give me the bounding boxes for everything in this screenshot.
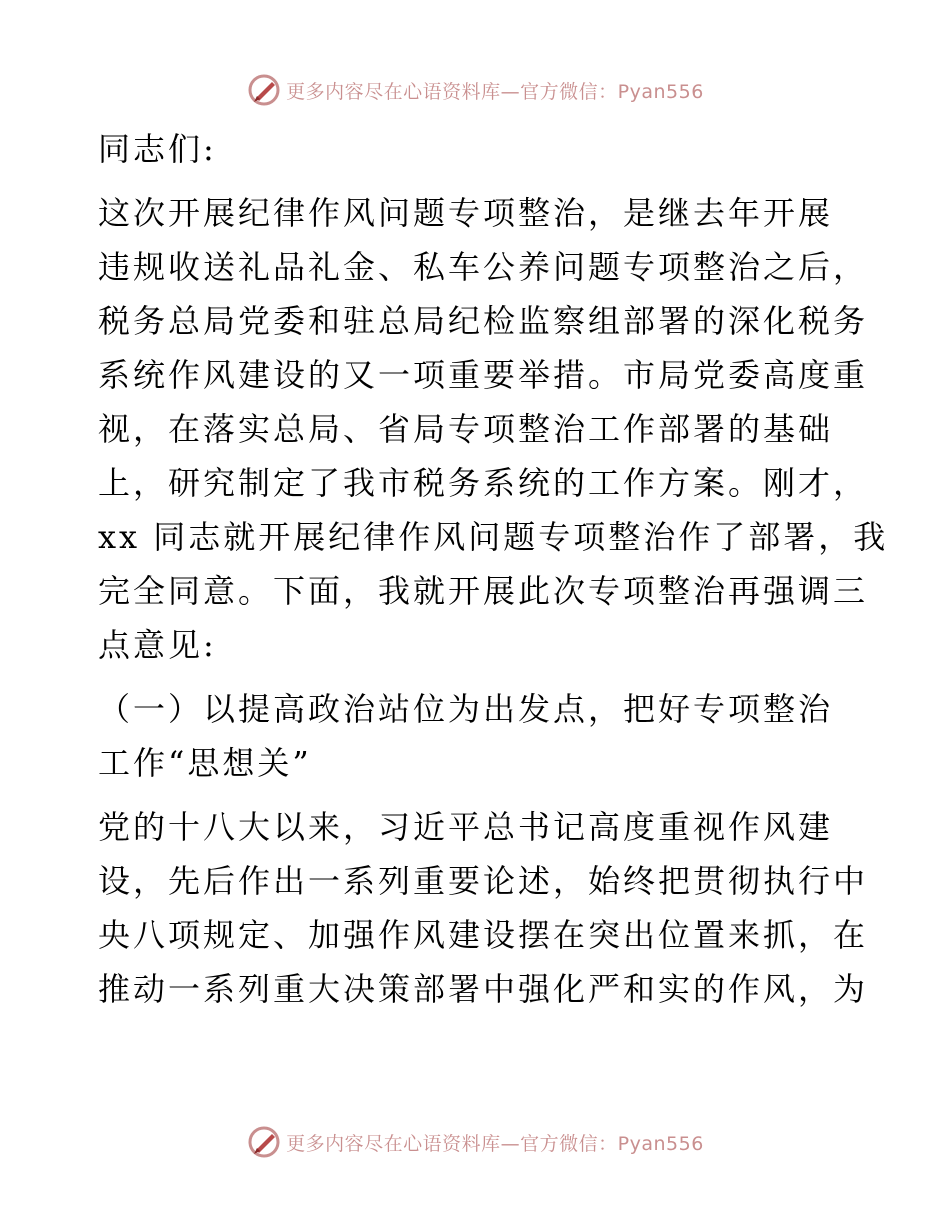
text-line: 系统作风建设的又一项重要举措。市局党委高度重 [98, 356, 869, 394]
section-heading-1 [98, 682, 858, 790]
heading-line: 工作“思想关” [98, 744, 312, 782]
text-line: 央八项规定、加强作风建设摆在突出位置来抓，在 [98, 916, 869, 954]
text-line: 点意见: [98, 626, 217, 664]
quill-pen-logo-icon [246, 72, 282, 108]
body-paragraph-1 [98, 800, 869, 1016]
watermark-text: 更多内容尽在心语资料库—官方微信：Pyan556 [286, 80, 704, 103]
salutation [98, 122, 858, 176]
intro-paragraph [98, 186, 889, 672]
text-line: 设，先后作出一系列重要论述，始终把贯彻执行中 [98, 862, 869, 900]
text-line: 党的十八大以来，习近平总书记高度重视作风建 [98, 808, 834, 846]
text-line: 同志们: [98, 130, 217, 168]
quill-pen-logo-icon [246, 1124, 282, 1160]
text-line: 完全同意。下面，我就开展此次专项整治再强调三 [98, 572, 869, 610]
text-line: 税务总局党委和驻总局纪检监察组部署的深化税务 [98, 302, 869, 340]
watermark-footer [0, 1122, 950, 1162]
document-body [98, 122, 889, 1016]
text-line: xx 同志就开展纪律作风问题专项整治作了部署，我 [98, 518, 889, 556]
text-line: 这次开展纪律作风问题专项整治，是继去年开展 [98, 194, 834, 232]
text-line: 推动一系列重大决策部署中强化严和实的作风，为 [98, 970, 869, 1008]
heading-line: （一）以提高政治站位为出发点，把好专项整治 [98, 690, 834, 728]
text-line: 上，研究制定了我市税务系统的工作方案。刚才， [98, 464, 869, 502]
watermark-header [0, 70, 950, 110]
text-line: 违规收送礼品礼金、私车公养问题专项整治之后， [98, 248, 869, 286]
watermark-text: 更多内容尽在心语资料库—官方微信：Pyan556 [286, 1132, 704, 1155]
text-line: 视，在落实总局、省局专项整治工作部署的基础 [98, 410, 834, 448]
